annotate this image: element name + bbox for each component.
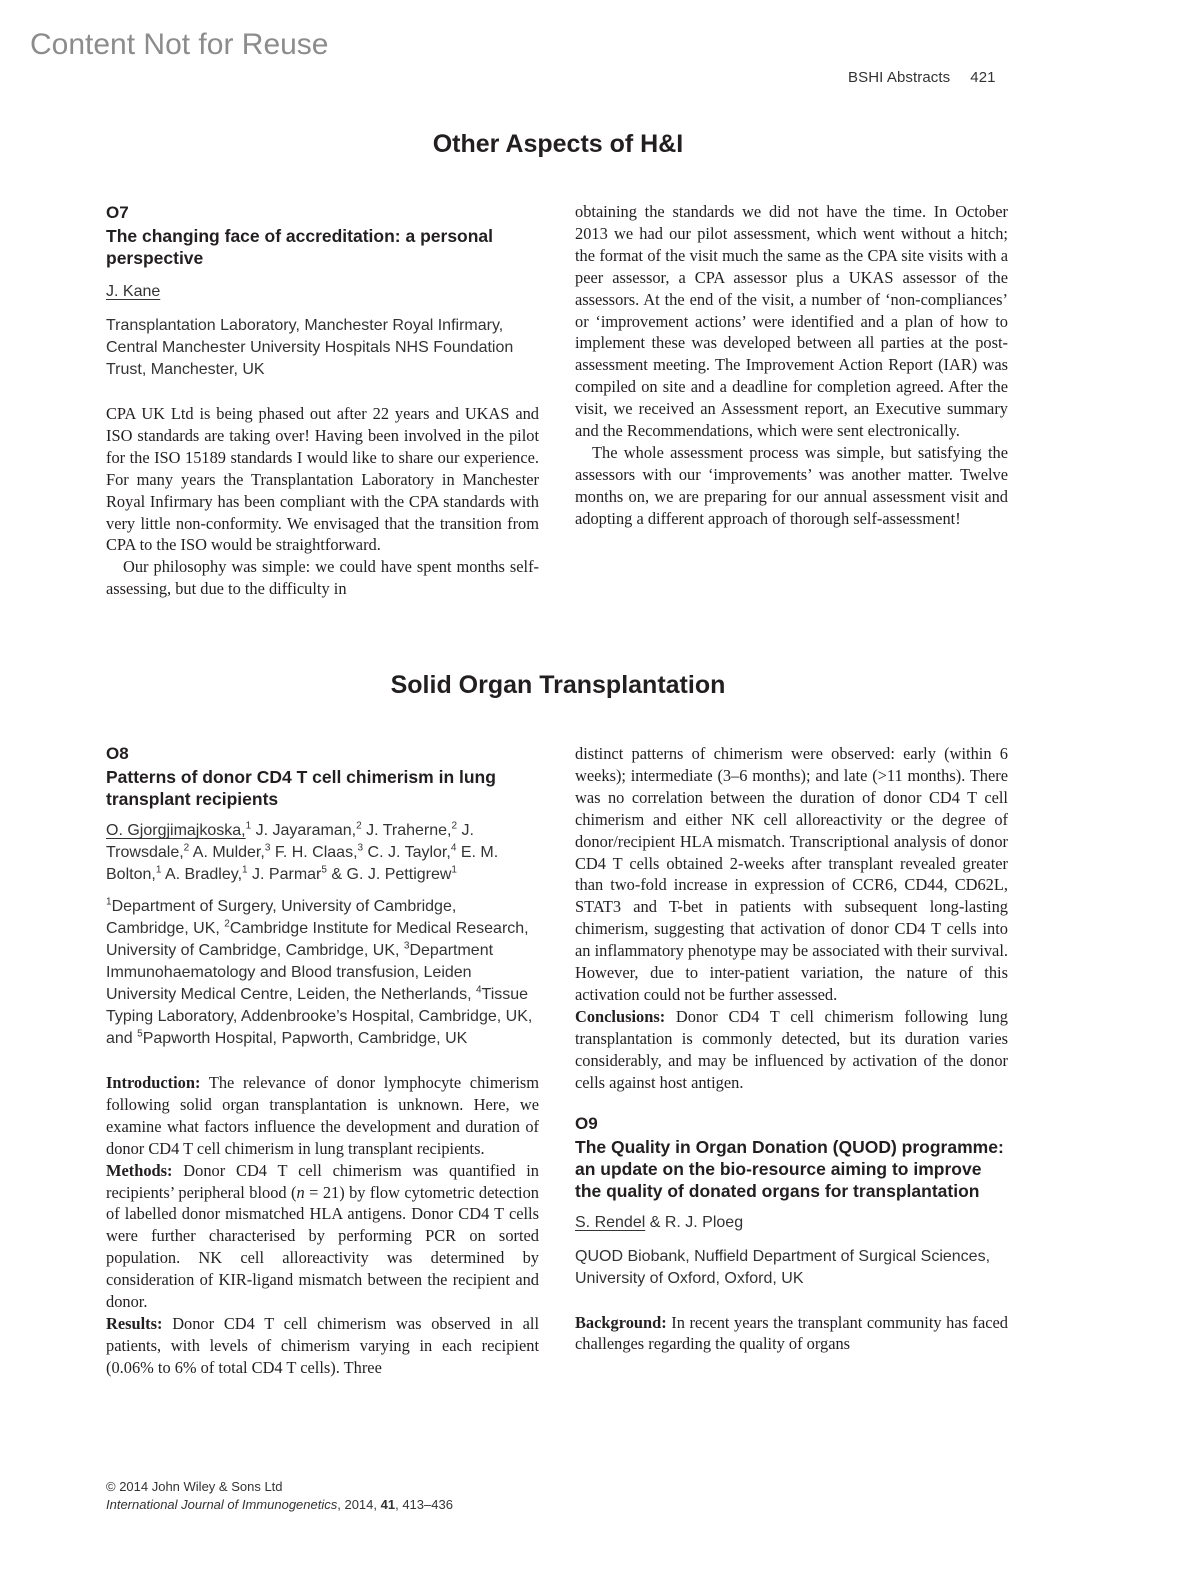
affiliation-text: Department Immunohaematology and Blood transfusion, Leiden University Medical Centre, Leiden, the Netherlands, xyxy=(106,942,494,1003)
methods-text: = 21) by flow cytometric detection of labelled donor mismatched HLA antigens. Donor CD4 T cells were further characterised by performing PCR on sorted population. NK cell alloreactivity was determined by consideration of KIR-ligand mismatch between the recipient and donor. xyxy=(106,1182,539,1312)
abstract-methods xyxy=(106,1160,539,1313)
affiliation-marker: 1 xyxy=(242,864,248,876)
copyright-line: © 2014 John Wiley & Sons Ltd xyxy=(106,1479,283,1494)
affiliation-marker: 2 xyxy=(183,842,190,854)
affiliation-marker: 5 xyxy=(137,1028,143,1040)
running-head-label: BSHI Abstracts xyxy=(848,69,951,86)
watermark-text: Content Not for Reuse xyxy=(30,28,329,61)
affiliation-marker: 3 xyxy=(403,940,410,952)
section-label: Methods: xyxy=(106,1160,173,1180)
citation-pages: , 413–436 xyxy=(395,1497,453,1512)
results-text: Donor CD4 T cell chimerism was observed in all patients, with levels of chimerism varying in each recipient (0.06% to 6% of total CD4 T cells). Three xyxy=(106,1313,539,1377)
abstract-authors xyxy=(575,1212,1008,1234)
affiliation-marker: 2 xyxy=(224,918,230,930)
abstract-affiliation: Transplantation Laboratory, Manchester Royal Infirmary, Central Manchester University Hospitals NHS Foundation Trust, Manchester, UK xyxy=(106,317,514,378)
abstract-paragraph: The whole assessment process was simple, but satisfying the assessors with our ‘improvements’ was another matter. Twelve months on, we are preparing for our annual assessment visit and adopting a different approach of thorough self-assessment! xyxy=(575,442,1008,528)
abstract-affiliations xyxy=(106,896,539,1050)
abstract-paragraph: obtaining the standards we did not have the time. In October 2013 we had our pilot assessment, which went without a hitch; the format of the visit much the same as the CPA site visits with a peer assessor, a CPA assessor plus a UKAS assessor of the assessors. At the end of the visit, a number of ‘non-compliances’ or ‘improvement actions’ were identified and a plan of how to implement these was developed between all parties at the post-assessment meeting. The Improvement Action Report (IAR) was compiled on site and a deadline for completion agreed. After the visit, we received an Assessment report, an Executive summary and the Recommendations, which were sent electronically. xyxy=(575,202,1008,441)
author-name: J. Traherne, xyxy=(361,822,452,839)
author-name: A. Bradley, xyxy=(161,866,243,883)
abstract-introduction xyxy=(106,1072,539,1160)
affiliation-text: Department of Surgery, University of Cambridge, Cambridge, UK, xyxy=(106,898,457,937)
abstract-authors xyxy=(106,820,539,886)
affiliation-marker: 3 xyxy=(264,842,271,854)
presenting-author: S. Rendel xyxy=(575,1213,646,1231)
abstract-results-continued: distinct patterns of chimerism were observed: early (within 6 weeks); intermediate (3–6 months); and late (>11 months). There was no correlation between the duration of donor CD4 T cell chimerism and either NK cell alloreactivity or the degree of donor/recipient HLA mismatch. Transcriptional analysis of donor CD4 T cells obtained 2-weeks after transplant revealed greater than two-fold increase in expression of CCR6, CD44, CD62L, STAT3 and T-bet in patients with subsequent long-lasting chimerism, suggesting that activation of donor CD4 T cells into an inflammatory phenotype may be associated with their survival. However, due to inter-patient variation, the nature of this activation could not be further assessed. xyxy=(575,744,1008,1004)
affiliation-marker: 1 xyxy=(451,864,457,876)
author-name: J. Jayaraman, xyxy=(251,822,357,839)
affiliation-marker: 4 xyxy=(450,842,457,854)
sample-size-symbol: n xyxy=(296,1182,305,1202)
abstract-o8-o9-right xyxy=(575,743,1008,1355)
abstract-o8-left xyxy=(106,744,539,1379)
affiliation-marker: 2 xyxy=(356,820,362,832)
author-name: & G. J. Pettigrew xyxy=(326,866,452,883)
introduction-text: The relevance of donor lymphocyte chimerism following solid organ transplantation is unknown. Here, we examine what factors influence the development and duration of donor CD4 T cell chimerism in lung transplant recipients. xyxy=(106,1073,539,1158)
abstract-o7-left xyxy=(106,203,539,600)
abstract-id: O9 xyxy=(575,1113,598,1133)
conclusions-text: Donor CD4 T cell chimerism following lung transplantation is commonly detected, but its duration varies considerably, and may be influenced by activation of the donor cells against host antigen. xyxy=(575,1006,1008,1092)
affiliation-text: Tissue Typing Laboratory, Addenbrooke’s Hospital, Cambridge, UK, and xyxy=(106,986,533,1047)
affiliation-marker: 2 xyxy=(451,820,458,832)
abstract-id: O8 xyxy=(106,744,129,763)
abstract-conclusions xyxy=(575,1006,1008,1094)
abstract-title: Patterns of donor CD4 T cell chimerism in lung transplant recipients xyxy=(106,767,496,809)
author-name: J. Trowsdale, xyxy=(106,822,474,861)
abstract-results xyxy=(106,1313,539,1379)
abstract-paragraph: CPA UK Ltd is being phased out after 22 years and UKAS and ISO standards are taking over! Having been involved in the pilot for the ISO 15189 standards I would like to share our experience. For many years the Transplantation Laboratory in Manchester Royal Infirmary has been compliant with the CPA standards with very little non-conformity. We envisaged that the transition from CPA to the ISO would be straightforward. xyxy=(106,404,539,555)
affiliation-marker: 4 xyxy=(475,984,482,996)
methods-text: Donor CD4 T cell chimerism was quantified in recipients’ peripheral blood ( xyxy=(106,1160,539,1202)
section-label: Conclusions: xyxy=(575,1006,666,1026)
affiliation-marker: 5 xyxy=(321,864,327,876)
citation-volume: 41 xyxy=(380,1497,396,1512)
citation-year: , 2014, xyxy=(337,1497,381,1512)
section-label: Results: xyxy=(106,1313,163,1333)
section-label: Introduction: xyxy=(106,1073,201,1092)
author-name: A. Mulder, xyxy=(189,844,265,861)
abstract-id: O7 xyxy=(106,203,129,222)
affiliation-text: Papworth Hospital, Papworth, Cambridge, UK xyxy=(142,1030,468,1047)
journal-name: International Journal of Immunogenetics xyxy=(106,1497,338,1512)
journal-citation xyxy=(106,1496,453,1514)
affiliation-marker: 1 xyxy=(245,820,252,832)
co-author: & R. J. Ploeg xyxy=(645,1213,744,1231)
affiliation-marker: 3 xyxy=(357,842,364,854)
page-footer xyxy=(106,1478,453,1514)
affiliation-text: Cambridge Institute for Medical Research, University of Cambridge, Cambridge, UK, xyxy=(106,920,529,959)
author-name: J. Parmar xyxy=(247,866,322,883)
abstract-o7-right xyxy=(575,201,1008,530)
affiliation-marker: 1 xyxy=(106,896,112,908)
abstract-title: The changing face of accreditation: a personal perspective xyxy=(106,226,494,268)
abstract-title: The Quality in Organ Donation (QUOD) programme: an update on the bio-resource aiming to improve the quality of donated organs for transplantation xyxy=(575,1136,1004,1201)
presenting-author: J. Kane xyxy=(106,283,161,300)
author-name: C. J. Taylor, xyxy=(363,844,451,861)
author-name: F. H. Claas, xyxy=(270,844,358,861)
abstract-affiliation: QUOD Biobank, Nuffield Department of Surgical Sciences, University of Oxford, Oxford, UK xyxy=(575,1247,991,1287)
running-head xyxy=(848,69,996,86)
abstract-authors xyxy=(106,281,539,303)
page-number: 421 xyxy=(970,69,996,86)
abstract-paragraph: Our philosophy was simple: we could have spent months self-assessing, but due to the difficulty in xyxy=(106,557,539,599)
presenting-author: O. Gjorgjimajkoska, xyxy=(106,822,246,839)
affiliation-marker: 1 xyxy=(155,864,162,876)
section-label: Background: xyxy=(575,1312,667,1332)
section-title-other-aspects: Other Aspects of H&I xyxy=(432,130,684,158)
author-name: E. M. Bolton, xyxy=(106,844,499,883)
section-title-solid-organ: Solid Organ Transplantation xyxy=(390,671,726,699)
abstract-background xyxy=(575,1312,1008,1356)
background-text: In recent years the transplant community has faced challenges regarding the quality of organs xyxy=(575,1312,1008,1354)
